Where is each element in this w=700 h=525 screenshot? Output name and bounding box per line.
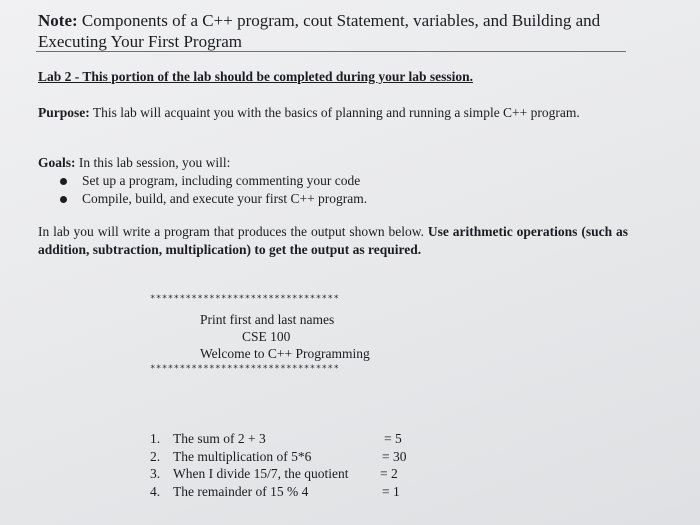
list-item: Set up a program, including commenting your code bbox=[60, 172, 367, 190]
result-value: = 30 bbox=[382, 448, 407, 464]
stars-bottom-border: ******************************** bbox=[150, 364, 340, 374]
goals-intro: In this lab session, you will: bbox=[75, 155, 231, 170]
instructions-text: In lab you will write a program that produces the output shown below. bbox=[38, 224, 428, 239]
goals-paragraph bbox=[38, 154, 598, 172]
result-text: The sum of 2 + 3 bbox=[173, 431, 266, 446]
purpose-paragraph bbox=[38, 104, 598, 122]
goals-list bbox=[60, 172, 367, 208]
purpose-label: Purpose: bbox=[38, 105, 90, 120]
title-note-label: Note: bbox=[38, 11, 78, 30]
instructions-bold-text: Use arithmetic operations (such as addition, subtraction, multiplication) to get the output as required. bbox=[38, 224, 628, 257]
title-divider bbox=[36, 51, 626, 52]
title-text: Components of a C++ program, cout Statement, variables, and Building and Executing Your First Program bbox=[38, 11, 601, 51]
result-number: 2. bbox=[150, 448, 161, 464]
result-text: When I divide 15/7, the quotient bbox=[173, 466, 349, 481]
result-value: = 1 bbox=[382, 483, 400, 499]
result-text: The remainder of 15 % 4 bbox=[173, 483, 309, 499]
result-number: 3. bbox=[150, 466, 161, 481]
result-number: 4. bbox=[150, 483, 161, 499]
goals-label: Goals: bbox=[38, 155, 76, 170]
result-value: = 5 bbox=[384, 431, 402, 446]
document-title bbox=[38, 10, 638, 52]
stars-top-border: ******************************** bbox=[150, 294, 340, 304]
lab-heading: Lab 2 - This portion of the lab should be completed during your lab session. bbox=[38, 69, 473, 84]
instructions-paragraph bbox=[38, 223, 628, 259]
result-value: = 2 bbox=[380, 466, 398, 481]
result-text: The multiplication of 5*6 bbox=[173, 448, 312, 464]
output-line-welcome: Welcome to C++ Programming bbox=[200, 346, 370, 361]
result-number: 1. bbox=[150, 431, 161, 446]
output-line-names: Print first and last names bbox=[200, 312, 335, 327]
purpose-text: This lab will acquaint you with the basics of planning and running a simple C++ program. bbox=[89, 105, 580, 120]
list-item: Compile, build, and execute your first C++ program. bbox=[60, 190, 367, 208]
output-line-course: CSE 100 bbox=[242, 329, 291, 344]
